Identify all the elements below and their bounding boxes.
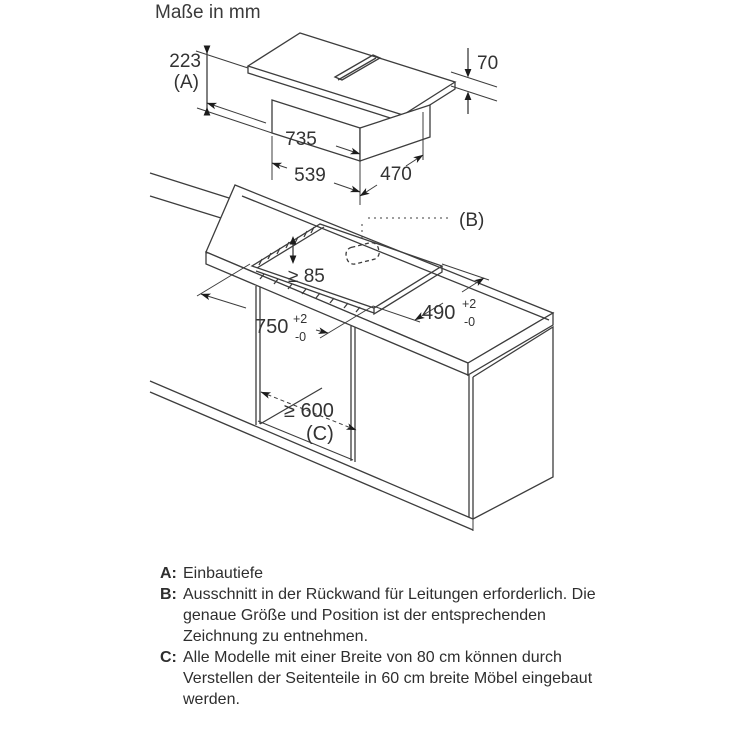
legend-key-b: B: (160, 586, 177, 603)
cabinet-installation-drawing (150, 173, 553, 531)
page-title: Maße in mm (155, 2, 261, 23)
legend-item-c (160, 647, 596, 710)
countertop (206, 185, 553, 375)
hob-isometric-drawing (169, 33, 498, 205)
dim-735-label: 735 (285, 129, 317, 150)
dim-750-tol-plus: +2 (293, 312, 308, 326)
legend (160, 563, 596, 710)
dim-490-tol-plus: +2 (462, 297, 477, 311)
legend-key-a: A: (160, 565, 177, 582)
dim-490-tol-minus: -0 (464, 315, 476, 329)
ref-B-label: (B) (459, 210, 485, 231)
legend-item-a (160, 563, 596, 584)
dim-A-label: (A) (173, 72, 199, 93)
legend-text-b: Ausschnitt in der Rückwand für Leitungen erforderlich. Die genaue Größe und Position ist der entsprechenden Zeichnung zu entnehmen. (183, 586, 596, 645)
rear-wall (150, 173, 229, 218)
dimension-600 (261, 392, 356, 445)
dim-223-label: 223 (169, 51, 201, 72)
dim-85-label: ≥ 85 (288, 266, 325, 287)
dimension-70 (451, 48, 498, 114)
dim-539-label: 539 (294, 165, 326, 186)
dim-600-label: ≥ 600 (284, 400, 334, 422)
dim-470-label: 470 (380, 164, 412, 185)
legend-text-a: Einbautiefe (183, 565, 264, 582)
legend-item-b (160, 584, 596, 647)
dim-750-label: 750 (255, 316, 289, 338)
ref-C-label: (C) (306, 423, 334, 445)
dim-70-label: 70 (477, 53, 499, 74)
dim-490-label: 490 (422, 302, 456, 324)
dim-750-tol-minus: -0 (295, 330, 307, 344)
legend-text-c: Alle Modelle mit einer Breite von 80 cm können durch Verstellen der Seitenteile in 60 cm breite Möbel eingebaut werden. (183, 649, 593, 708)
legend-key-c: C: (160, 649, 177, 666)
